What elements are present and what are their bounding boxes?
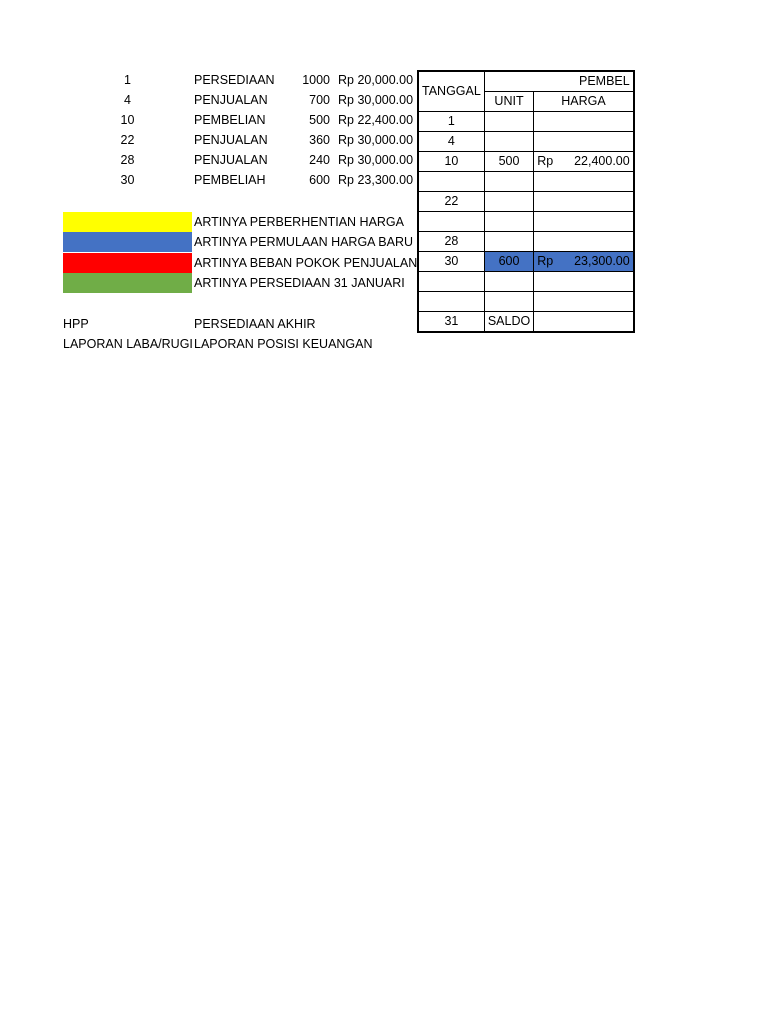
cell-tanggal[interactable]: 31 <box>418 312 484 333</box>
cell-harga[interactable] <box>534 272 634 292</box>
currency-label: Rp <box>537 154 554 168</box>
cell-tanggal[interactable]: 30 <box>418 252 484 272</box>
tx-name[interactable]: PERSEDIAAN <box>194 73 275 87</box>
cell-unit[interactable]: SALDO <box>484 312 533 333</box>
note-hpp[interactable]: HPP <box>63 317 89 331</box>
cell-tanggal[interactable] <box>418 272 484 292</box>
cell-harga[interactable] <box>534 132 634 152</box>
cell-harga[interactable] <box>534 292 634 312</box>
tx-name[interactable]: PENJUALAN <box>194 153 268 167</box>
ledger-row <box>418 152 634 172</box>
cell-unit[interactable] <box>484 192 533 212</box>
cell-unit[interactable] <box>484 272 533 292</box>
cell-tanggal[interactable] <box>418 212 484 232</box>
tx-price[interactable]: Rp 30,000.00 <box>338 133 414 147</box>
cell-harga[interactable] <box>534 252 634 272</box>
ledger-row <box>418 212 634 232</box>
tx-day[interactable]: 10 <box>120 113 135 127</box>
cell-unit[interactable] <box>484 292 533 312</box>
cell-tanggal[interactable]: 10 <box>418 152 484 172</box>
header-unit[interactable]: UNIT <box>484 92 533 112</box>
ledger-row <box>418 232 634 252</box>
cell-harga[interactable] <box>534 192 634 212</box>
tx-price[interactable]: Rp 23,300.00 <box>338 173 414 187</box>
ledger-row <box>418 252 634 272</box>
header-harga[interactable]: HARGA <box>534 92 634 112</box>
cell-unit[interactable] <box>484 212 533 232</box>
tx-name[interactable]: PENJUALAN <box>194 93 268 107</box>
cell-unit[interactable] <box>484 232 533 252</box>
cell-harga[interactable] <box>534 232 634 252</box>
cell-unit[interactable] <box>484 132 533 152</box>
cell-unit[interactable] <box>484 172 533 192</box>
tx-price[interactable]: Rp 30,000.00 <box>338 153 414 167</box>
legend-text[interactable]: ARTINYA BEBAN POKOK PENJUALAN <box>194 256 418 270</box>
note-laba-rugi[interactable]: LAPORAN LABA/RUGI <box>63 337 193 351</box>
legend-swatch-yellow[interactable] <box>63 212 192 232</box>
cell-unit[interactable] <box>484 112 533 132</box>
tx-day[interactable]: 1 <box>124 73 131 87</box>
cell-harga[interactable] <box>534 152 634 172</box>
legend-text[interactable]: ARTINYA PERBERHENTIAN HARGA <box>194 215 404 229</box>
tx-day[interactable]: 30 <box>120 173 135 187</box>
tx-qty[interactable]: 500 <box>309 113 330 127</box>
cell-tanggal[interactable]: 1 <box>418 112 484 132</box>
ledger-row <box>418 132 634 152</box>
note-posisi-keuangan[interactable]: LAPORAN POSISI KEUANGAN <box>194 337 373 351</box>
tx-day[interactable]: 22 <box>120 133 135 147</box>
legend-swatch-red[interactable] <box>63 253 192 273</box>
ledger-row <box>418 112 634 132</box>
cell-tanggal[interactable]: 28 <box>418 232 484 252</box>
tx-price[interactable]: Rp 30,000.00 <box>338 93 414 107</box>
ledger-row <box>418 272 634 292</box>
ledger-row <box>418 172 634 192</box>
cell-harga[interactable] <box>534 112 634 132</box>
tx-day[interactable]: 28 <box>120 153 135 167</box>
legend-swatch-green[interactable] <box>63 273 192 293</box>
tx-day[interactable]: 4 <box>124 93 131 107</box>
tx-name[interactable]: PEMBELIAN <box>194 113 266 127</box>
tx-qty[interactable]: 360 <box>309 133 330 147</box>
legend-text[interactable]: ARTINYA PERSEDIAAN 31 JANUARI <box>194 276 405 290</box>
tx-qty[interactable]: 240 <box>309 153 330 167</box>
tx-name[interactable]: PEMBELIAH <box>194 173 266 187</box>
tx-price[interactable]: Rp 22,400.00 <box>338 113 414 127</box>
ledger-table <box>417 70 635 333</box>
cell-unit[interactable]: 500 <box>484 152 533 172</box>
cell-harga[interactable] <box>534 172 634 192</box>
cell-tanggal[interactable]: 4 <box>418 132 484 152</box>
note-persediaan-akhir[interactable]: PERSEDIAAN AKHIR <box>194 317 316 331</box>
tx-qty[interactable]: 700 <box>309 93 330 107</box>
cell-unit[interactable]: 600 <box>484 252 533 272</box>
tx-qty[interactable]: 1000 <box>302 73 330 87</box>
tx-price[interactable]: Rp 20,000.00 <box>338 73 414 87</box>
legend-text[interactable]: ARTINYA PERMULAAN HARGA BARU <box>194 235 414 249</box>
cell-tanggal[interactable]: 22 <box>418 192 484 212</box>
harga-value: 23,300.00 <box>574 254 630 268</box>
tx-name[interactable]: PENJUALAN <box>194 133 268 147</box>
ledger-row <box>418 292 634 312</box>
ledger-row <box>418 192 634 212</box>
tx-qty[interactable]: 600 <box>309 173 330 187</box>
currency-label: Rp <box>537 254 554 268</box>
cell-tanggal[interactable] <box>418 292 484 312</box>
header-pembelian[interactable]: PEMBEL <box>484 71 633 92</box>
cell-tanggal[interactable] <box>418 172 484 192</box>
harga-value: 22,400.00 <box>574 154 630 168</box>
header-tanggal[interactable]: TANGGAL <box>418 71 484 112</box>
cell-harga[interactable] <box>534 212 634 232</box>
cell-harga[interactable] <box>534 312 634 333</box>
ledger-row <box>418 312 634 333</box>
legend-swatch-blue[interactable] <box>63 232 192 252</box>
